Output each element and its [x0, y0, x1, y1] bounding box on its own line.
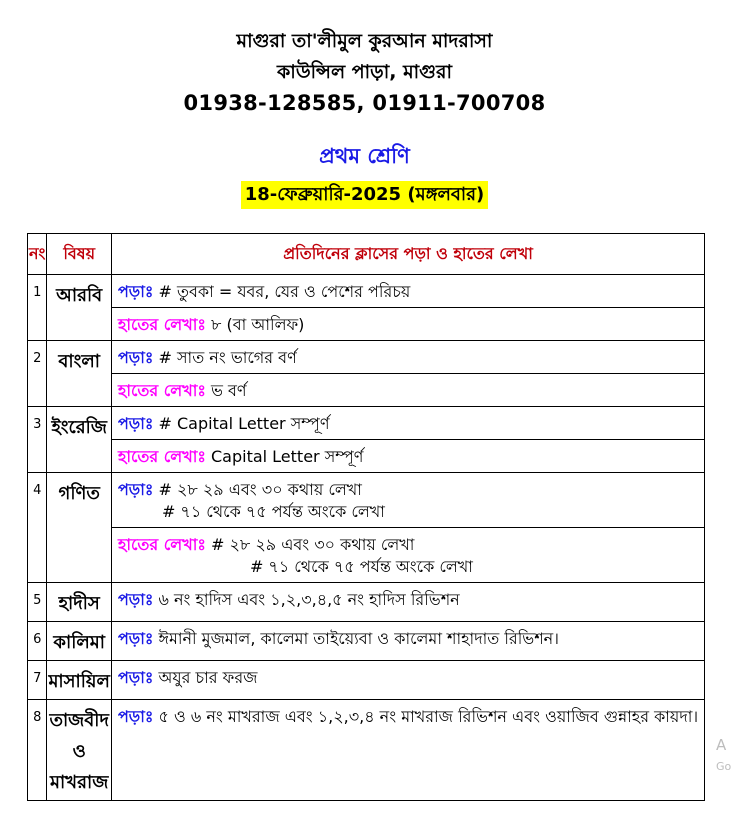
hater-label: হাতের লেখাঃ: [117, 315, 206, 334]
subject-cell: কালিমা: [47, 622, 112, 661]
pora-label: পড়াঃ: [117, 414, 154, 433]
pora-text-line2: # ৭১ থেকে ৭৫ পর্যন্ত অংকে লেখা: [161, 502, 385, 521]
pora-cell: [111, 275, 704, 308]
row-number: 1: [28, 275, 47, 341]
routine-table: [27, 233, 705, 801]
pora-label: পড়াঃ: [117, 629, 154, 648]
subject-cell: তাজবীদ ও মাখরাজ: [47, 700, 112, 801]
subject-cell: আরবি: [47, 275, 112, 341]
hater-label: হাতের লেখাঃ: [117, 381, 206, 400]
row-number: 7: [28, 661, 47, 700]
hater-text-line2: # ৭১ থেকে ৭৫ পর্যন্ত অংকে লেখা: [249, 557, 473, 576]
pora-label: পড়াঃ: [117, 590, 154, 609]
table-row: [28, 473, 705, 528]
pora-text: ৫ ও ৬ নং মাখরাজ এবং ১,২,৩,৪ নং মাখরাজ রিভিশন এবং ওয়াজিব গুন্নাহর কায়দা।: [158, 707, 699, 726]
watermark-line1: A: [716, 736, 727, 754]
pora-text: ঈমানী মুজমাল, কালেমা তাইয়্যেবা ও কালেমা শাহাদাত রিভিশন।: [158, 629, 559, 648]
subject-cell: হাদীস: [47, 583, 112, 622]
hater-cell: [111, 374, 704, 407]
table-row: [28, 407, 705, 440]
hater-label: হাতের লেখাঃ: [117, 535, 206, 554]
pora-text: # Capital Letter সম্পূর্ণ: [158, 414, 330, 433]
table-header-row: [28, 234, 705, 275]
date-badge: 18-ফেব্রুয়ারি-2025 (মঙ্গলবার): [241, 181, 489, 209]
pora-cell: [111, 341, 704, 374]
table-row: [28, 275, 705, 308]
hater-text-line1: # ২৮ ২৯ এবং ৩০ কথায় লেখা: [210, 535, 415, 554]
table-row: [28, 583, 705, 622]
row-number: 4: [28, 473, 47, 583]
row-number: 2: [28, 341, 47, 407]
pora-text: ৬ নং হাদিস এবং ১,২,৩,৪,৫ নং হাদিস রিভিশন: [158, 590, 460, 609]
pora-cell: [111, 407, 704, 440]
hater-text: ভ বর্ণ: [210, 381, 247, 400]
subject-cell: বাংলা: [47, 341, 112, 407]
pora-label: পড়াঃ: [117, 348, 154, 367]
phone-numbers: 01938-128585, 01911-700708: [183, 91, 546, 115]
hater-cell: [111, 440, 704, 473]
table-row: [28, 374, 705, 407]
table-row: [28, 440, 705, 473]
pora-label: পড়াঃ: [117, 282, 154, 301]
table-row: [28, 700, 705, 801]
pora-text: # সাত নং ভাগের বর্ণ: [158, 348, 297, 367]
pora-text: অযুর চার ফরজ: [158, 668, 258, 687]
pora-label: পড়াঃ: [117, 480, 154, 499]
subject-cell: গণিত: [47, 473, 112, 583]
pora-text: # তুবকা = যবর, যের ও পেশের পরিচয়: [158, 282, 411, 301]
class-title: প্রথম শ্রেণি: [319, 144, 410, 168]
header: [0, 26, 729, 119]
hater-text: Capital Letter সম্পূর্ণ: [210, 447, 364, 466]
hater-label: হাতের লেখাঃ: [117, 447, 206, 466]
date-wrap: [0, 181, 729, 209]
hater-cell: [111, 528, 704, 583]
row-number: 5: [28, 583, 47, 622]
activation-watermark: [716, 734, 731, 778]
table-row: [28, 341, 705, 374]
header-subject: বিষয়: [47, 234, 112, 275]
table-row: [28, 308, 705, 341]
institution-address: কাউন্সিল পাড়া, মাগুরা: [277, 61, 452, 83]
pora-label: পড়াঃ: [117, 707, 154, 726]
table-row: [28, 528, 705, 583]
pora-cell: [111, 583, 704, 622]
institution-name: মাগুরা তা'লীমুল কুরআন মাদরাসা: [236, 30, 493, 52]
hater-cell: [111, 308, 704, 341]
pora-label: পড়াঃ: [117, 668, 154, 687]
header-no: নং: [28, 234, 47, 275]
header-content: প্রতিদিনের ক্লাসের পড়া ও হাতের লেখা: [111, 234, 704, 275]
pora-cell: [111, 473, 704, 528]
subject-cell: ইংরেজি: [47, 407, 112, 473]
pora-cell: [111, 700, 704, 801]
pora-cell: [111, 622, 704, 661]
row-number: 3: [28, 407, 47, 473]
pora-text-line1: # ২৮ ২৯ এবং ৩০ কথায় লেখা: [158, 480, 362, 499]
subject-cell: মাসায়িল: [47, 661, 112, 700]
hater-text: ৮ (বা আলিফ): [210, 315, 305, 334]
watermark-line2: Go: [716, 760, 731, 773]
row-number: 6: [28, 622, 47, 661]
table-row: [28, 661, 705, 700]
row-number: 8: [28, 700, 47, 801]
table-row: [28, 622, 705, 661]
pora-cell: [111, 661, 704, 700]
